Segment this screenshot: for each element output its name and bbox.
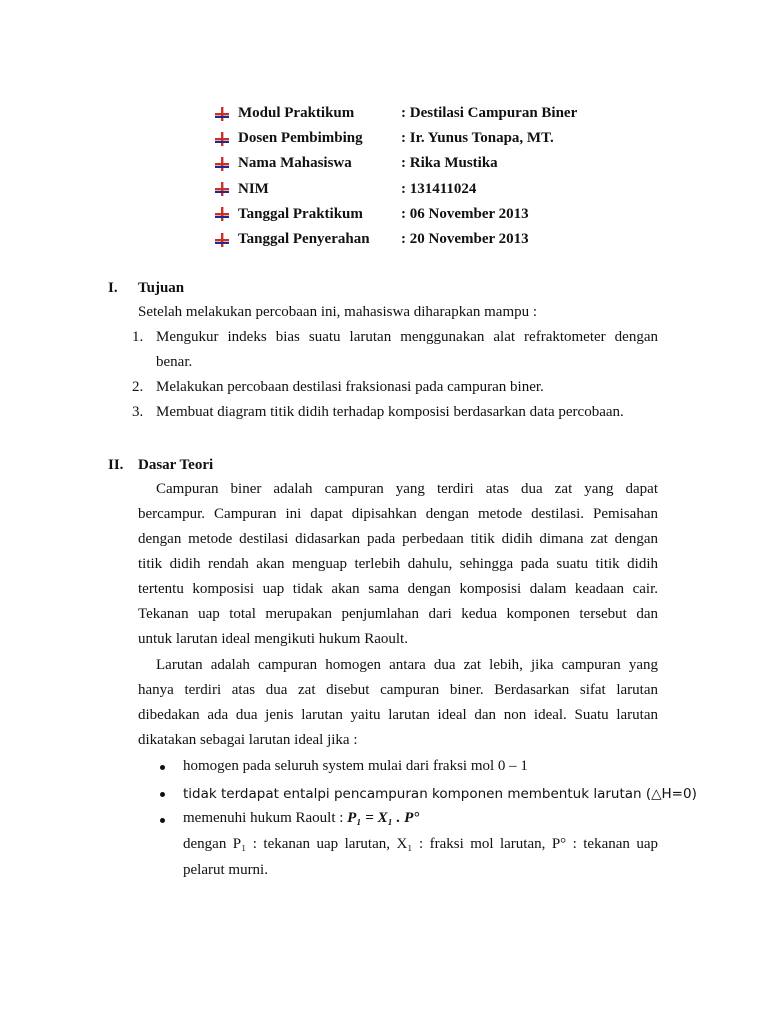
info-row-nama	[214, 151, 577, 176]
info-row-nim	[214, 177, 577, 202]
info-value: : Ir. Yunus Tonapa, MT.	[401, 130, 554, 147]
info-value: : 20 November 2013	[401, 231, 529, 248]
section-heading-dasar-teori	[108, 457, 213, 474]
list-number: 2.	[132, 379, 144, 395]
paragraph-line: dikatakan sebagai larutan ideal jika :	[138, 732, 358, 748]
info-row-modul	[214, 101, 577, 126]
bullet-dot-icon	[160, 818, 165, 823]
arrow-bullet-icon	[214, 106, 230, 122]
bullet-dot-icon	[160, 792, 165, 797]
paragraph-line: hanya terdiri atas dua zat disebut campuran biner. Berdasarkan sifat larutan	[138, 682, 658, 698]
list-item-text: benar.	[156, 354, 193, 370]
bullet-item-raoult	[183, 810, 419, 827]
raoult-formula: P₁ = X₁ . P°	[347, 810, 420, 826]
arrow-bullet-icon	[214, 232, 230, 248]
bullet-dot-icon	[160, 765, 165, 770]
info-value: : Destilasi Campuran Biner	[401, 105, 578, 122]
paragraph-line: dengan metode destilasi didasarkan pada perbedaan titik didih dimana zat dengan	[138, 531, 658, 547]
list-number: 3.	[132, 404, 144, 420]
info-value: : 06 November 2013	[401, 205, 529, 222]
paragraph-line: titik didih rendah akan menguap terlebih dahulu, sehingga pada suatu titik didih	[138, 556, 658, 572]
list-number: 1.	[132, 329, 144, 345]
list-item-text: Melakukan percobaan destilasi fraksionasi pada campuran biner.	[156, 379, 544, 395]
paragraph-line: Larutan adalah campuran homogen antara dua zat lebih, jika campuran yang	[156, 657, 658, 673]
info-label: Tanggal Penyerahan	[238, 231, 370, 248]
arrow-bullet-icon	[214, 206, 230, 222]
info-row-tanggal-penyerahan	[214, 227, 577, 252]
info-row-dosen	[214, 126, 577, 151]
section-number: II.	[108, 457, 124, 473]
bullet-item-text: pelarut murni.	[183, 862, 268, 878]
section-title: Dasar Teori	[138, 457, 214, 473]
info-value: : Rika Mustika	[401, 155, 498, 172]
info-label: Tanggal Praktikum	[238, 205, 363, 222]
info-label: Nama Mahasiswa	[238, 155, 352, 172]
paragraph-line: bercampur. Campuran ini dapat dipisahkan dengan metode destilasi. Pemisahan	[138, 506, 658, 522]
paragraph-line: untuk larutan ideal mengikuti hukum Raoult.	[138, 631, 408, 647]
list-item-text: Membuat diagram titik didih terhadap komposisi berdasarkan data percobaan.	[156, 404, 624, 420]
tujuan-intro: Setelah melakukan percobaan ini, mahasiswa diharapkan mampu :	[138, 304, 538, 320]
bullet-item-text: dengan P₁ : tekanan uap larutan, X₁ : fraksi mol larutan, P° : tekanan uap	[183, 836, 658, 852]
section-number: I.	[108, 280, 118, 296]
bullet-item-text: memenuhi hukum Raoult :	[183, 810, 348, 826]
list-item-text: Mengukur indeks bias suatu larutan menggunakan alat refraktometer dengan	[156, 329, 658, 345]
info-label: NIM	[238, 180, 269, 197]
bullet-item-text: tidak terdapat entalpi pencampuran komponen membentuk larutan (△H=0)	[183, 786, 697, 802]
section-heading-tujuan	[108, 280, 184, 297]
header-info-list	[214, 101, 577, 252]
info-row-tanggal-praktikum	[214, 202, 577, 227]
section-title: Tujuan	[138, 280, 185, 296]
arrow-bullet-icon	[214, 181, 230, 197]
arrow-bullet-icon	[214, 156, 230, 172]
paragraph-line: Campuran biner adalah campuran yang terdiri atas dua zat yang dapat	[156, 481, 658, 497]
arrow-bullet-icon	[214, 131, 230, 147]
bullet-item-text: homogen pada seluruh system mulai dari fraksi mol 0 – 1	[183, 758, 528, 774]
paragraph-line: dibedakan ada dua jenis larutan yaitu larutan ideal dan non ideal. Suatu larutan	[138, 707, 658, 723]
paragraph-line: tertentu komposisi uap tidak akan sama dengan komposisi dalam keadaan cair.	[138, 581, 658, 597]
info-value: : 131411024	[401, 180, 477, 197]
info-label: Modul Praktikum	[238, 105, 355, 122]
info-label: Dosen Pembimbing	[238, 130, 363, 147]
paragraph-line: Tekanan uap total merupakan penjumlahan dari kedua komponen tersebut dan	[138, 606, 658, 622]
